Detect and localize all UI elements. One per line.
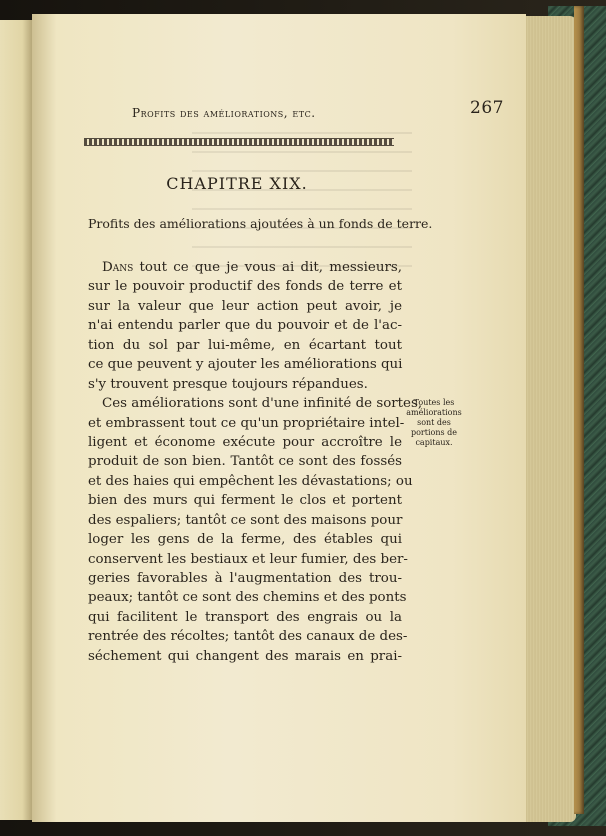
text-line: qui facilitent le transport des engrais ou la (88, 609, 402, 625)
text-line: conservent les bestiaux et leur fumier, des ber- (88, 551, 408, 567)
text-line: ce que peuvent y ajouter les améliorations qui (88, 357, 403, 373)
text-line: des espaliers; tantôt ce sont des maisons pour (88, 512, 403, 528)
marginal-note-line: sont des (417, 418, 451, 427)
running-head-title: Profits des améliorations, etc. (132, 106, 316, 120)
text-line: séchement qui changent des marais en prai- (88, 648, 402, 664)
text-line: sur le pouvoir productif des fonds de terre et (88, 279, 402, 295)
book-page (32, 14, 526, 822)
facing-page (0, 20, 32, 820)
text-line: rentrée des récoltes; tantôt des canaux de des- (88, 629, 408, 645)
ornamental-rule (84, 138, 394, 146)
chapter-heading: CHAPITRE XIX. (166, 174, 308, 193)
marginal-note (404, 398, 464, 448)
text-line: Dans tout ce que je vous ai dit, messieurs, (102, 260, 402, 275)
chapter-subtitle: Profits des améliorations ajoutées à un fonds de terre. (88, 216, 433, 231)
cover-edge (574, 6, 584, 814)
text-line: et embrassent tout ce qu'un propriétaire intel- (88, 415, 405, 431)
text-line: et des haies qui empêchent les dévastations; ou (88, 473, 413, 489)
body-text (88, 258, 423, 666)
text-line: sur la valeur que leur action peut avoir, je (88, 298, 402, 314)
marginal-note-line: Toutes les (413, 398, 455, 407)
marginal-note-line: améliorations (406, 408, 462, 417)
page-edges (520, 16, 576, 822)
marginal-note-line: capitaux. (415, 438, 453, 447)
text-line: Ces améliorations sont d'une infinité de sortes, (102, 396, 423, 412)
text-line: n'ai entendu parler que du pouvoir et de l'ac- (88, 318, 402, 334)
dropcap-word: Dans (102, 260, 134, 275)
page-number: 267 (470, 98, 504, 118)
text-line: s'y trouvent presque toujours répandues. (88, 376, 368, 392)
text-line: produit de son bien. Tantôt ce sont des fossés (88, 454, 402, 470)
text-line: peaux; tantôt ce sont des chemins et des ponts (88, 590, 407, 606)
marginal-note-line: portions de (410, 428, 457, 437)
running-head (132, 98, 504, 120)
text-line: loger les gens de la ferme, des étables qui (88, 532, 402, 548)
show-through (192, 132, 412, 272)
text-line: ligent et économe exécute pour accroître le (88, 434, 402, 450)
text-line: geries favorables à l'augmentation des trou- (88, 571, 402, 586)
text-line: tion du sol par lui-même, en écartant tout (88, 337, 402, 353)
text-line: bien des murs qui ferment le clos et portent (88, 493, 402, 509)
